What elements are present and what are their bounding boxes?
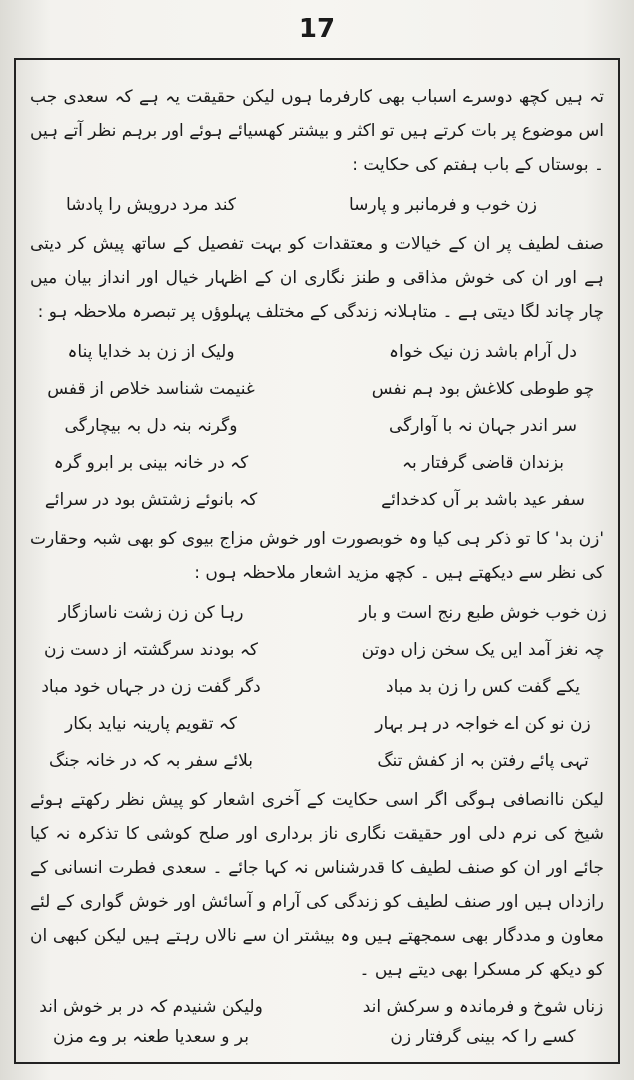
couplet (26, 594, 608, 631)
verse-left: ولیک از زن بد خدایا پناہ (67, 342, 235, 362)
verse-right: زن نو کن اے خواجہ در ہر بہار (375, 714, 591, 734)
verse-left: کہ بودند سرگشتہ از دست زن (44, 640, 258, 660)
verse-left: رہا کن زن زشت ناسازگار (58, 603, 244, 623)
paragraph-conclusion: لیکن ناانصافی ہوگی اگر اسی حکایت کے آخری اشعار کو پیش نظر رکھتے ہوئے شیخ کی نرم دلی اور حقیقت نگاری ناز برداری اور صلح کوشی کا تذکرہ نہ کیا جائے اور ان کو صنف لطیف کا قدرشناس نہ کہا جائے ۔ سعدی فطرت انسانی کے رازداں ہیں اور صنف لطیف کو زندگی کی آرام و آسائش اور خوش گواری کے لئے معاون و مددگار بھی سمجھتے ہیں وہ بیشتر ان سے نالاں رہتے ہیں لیکن کبھی ان کو دیکھ کر مسکرا بھی دیتے ہیں ۔ (30, 790, 604, 980)
verse-left: وگرنہ بنہ دل بہ بیچارگی (64, 416, 238, 436)
paragraph-intro: تہ ہیں کچھ دوسرے اسباب بھی کارفرما ہوں لیکن حقیقت یہ ہے کہ سعدی جب اس موضوع پر بات کرتے ہیں تو اکثر و بیشتر کھسیائے ہوئے اور برہم نظر آتے ہیں ۔ بوستاں کے باب ہفتم کی حکایت : (30, 87, 604, 175)
paragraph-zan-bad: 'زن بد' کا تو ذکر ہی کیا وہ خوبصورت اور خوش مزاج بیوی کو بھی شبہ وحقارت کی نظر سے دیکھتے ہیں ۔ کچھ مزید اشعار ملاحظہ ہوں : (30, 529, 604, 583)
verse-right: زناں شوخ و فرماندہ و سرکش اند (362, 996, 604, 1017)
couplet (26, 333, 608, 370)
verse-left: دگر گفت زن در جہاں خود مباد (41, 677, 261, 697)
couplet (26, 1021, 608, 1051)
couplet (26, 705, 608, 742)
verse-right: زن خوب خوش طبع رنج است و بار (359, 602, 607, 623)
couplet (26, 444, 608, 481)
couplet (26, 407, 608, 444)
verse-left: کند مرد درویش را پادشا (65, 194, 237, 215)
page-number: 17 (298, 14, 336, 44)
verse-right: سر اندر جہان نہ با آوارگی (388, 416, 578, 436)
verse-right: چو طوطی کلاغش بود ہم نفس (371, 379, 595, 399)
couplet (26, 991, 608, 1021)
verse-left: کہ بانوئے زشتش بود در سرائے (44, 490, 258, 510)
verse-right: چہ نغز آمد ایں یک سخن زاں دوتن (361, 640, 605, 660)
verse-right: کسے را کہ بینی گرفتار زن (390, 1026, 576, 1047)
verse-left: بر و سعدیا طعنہ بر وے مزن (52, 1026, 250, 1047)
verse-right: زن خوب و فرمانبر و پارسا (348, 194, 537, 215)
verse-left: غنیمت شناسد خلاص از قفس (47, 378, 255, 399)
couplet (26, 742, 608, 779)
page-content (26, 80, 608, 1055)
verse-right: دل آرام باشد زن نیک خواہ (389, 342, 577, 362)
couplet-group-1 (26, 186, 608, 223)
couplet-group-3 (26, 594, 608, 779)
paragraph-commentary: صنف لطیف پر ان کے خیالات و معتقدات کو بہت تفصیل کے ساتھ پیش کر دیتی ہے اور ان کی خوش مذاقی و طنز نگاری ان کے اظہار خیال اور انداز بیان میں چار چاند لگا دیتی ہے ۔ متاہلانہ زندگی کے مختلف پہلوؤں پر تبصرہ ملاحظہ ہو : (30, 234, 604, 322)
verse-right: یکے گفت کس را زن بد مباد (386, 677, 580, 697)
verse-right: سفر عید باشد بر آں کدخدائے (381, 490, 585, 510)
couplet-group-4 (26, 991, 608, 1051)
couplet (26, 481, 608, 518)
verse-left: کہ در خانہ بینی بر ابرو گرہ (53, 453, 249, 473)
couplet-group-2 (26, 333, 608, 518)
verse-left: کہ تقویم پارینہ نیاید بکار (65, 714, 237, 734)
verse-right: تہی پائے رفتن بہ از کفش تنگ (377, 751, 589, 771)
couplet (26, 186, 608, 223)
couplet (26, 631, 608, 668)
couplet (26, 370, 608, 407)
verse-right: بزندان قاضی گرفتار بہ (402, 453, 564, 473)
verse-left: ولیکن شنیدم کہ در بر خوش اند (39, 996, 263, 1017)
verse-left: بلائے سفر بہ کہ در خانہ جنگ (49, 751, 253, 771)
couplet (26, 668, 608, 705)
